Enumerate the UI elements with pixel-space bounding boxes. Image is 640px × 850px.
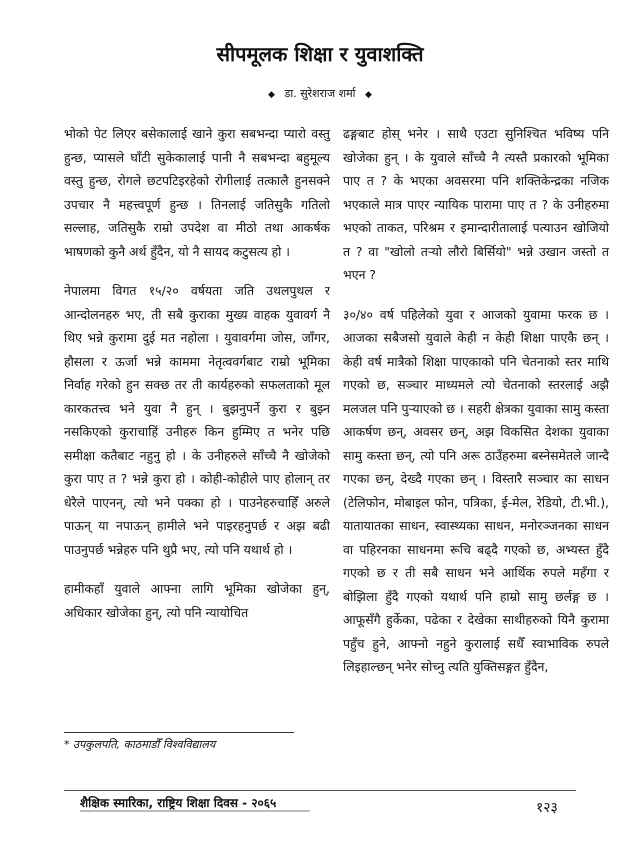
paragraph: ढङ्गबाट होस् भनेर । साथै एउटा सुनिश्चित भविष्य पनि खोजेका हुन् । के युवाले साँच्चै नै त्यस्तै प्रकारको भूमिका पाए त ? के भएका अवसरमा पनि शक्तिकेन्द्रका नजिक भएकाले मात्र पाएर न्यायिक पारामा पाए त ? के उनीहरुमा भएको ताकत, परिश्रम र इमान्दारीतालाई पत्याउन खोजियो त ? वा "खोलो तऱ्यो लौरो बिर्सियो" भन्ने उखान जस्तो त भएन ? <box>343 126 609 282</box>
diamond-left-icon: ◆ <box>268 90 275 100</box>
diamond-right-icon: ◆ <box>365 90 372 100</box>
paragraph: भोको पेट लिएर बसेकालाई खाने कुरा सबभन्दा प्यारो वस्तु हुन्छ, प्यासले घाँटी सुकेकालाई पानी नै सबभन्दा बहुमूल्य वस्तु हुन्छ, रोगले छटपटिइरहेको रोगीलाई तत्कालै हुनसक्ने उपचार नै महत्त्वपूर्ण हुन्छ । तिनलाई जतिसुकै गतिलो सल्लाह, जतिसुकै राम्रो उपदेश वा मीठो तथा आकर्षक भाषणको कुनै अर्थ हुँदैन, यो नै सायद कटुसत्य हो । <box>64 126 330 259</box>
author-line <box>0 86 640 101</box>
paragraph: ३०/४० वर्ष पहिलेको युवा र आजको युवामा फरक छ । आजका सबैजसो युवाले केही न केही शिक्षा पाएकै छन् । केही वर्ष मात्रैको शिक्षा पाएकाको पनि चेतनाको स्तर माथि गएको छ, सञ्चार माध्यमले त्यो चेतनाको स्तरलाई अझै मलजल पनि पुऱ्याएको छ । सहरी क्षेत्रका युवाका सामु कस्ता आकर्षण छन्, अवसर छन्, अझ विकसित देशका युवाका सामु कस्ता छन्, त्यो पनि अरू ठाउँहरुमा बस्नेसमेतले जान्दै गएका छन्, देख्दै गएका छन् । विस्तारै सञ्चार का साधन (टेलिफोन, मोबाइल फोन, पत्रिका, ई-मेल, रेडियो, टी.भी.), यातायातका साधन, स्वास्थ्यका साधन, मनोरञ्जनका साधन वा पहिरनका साधनमा रूचि बढ्दै गएको छ, अभ्यस्त हुँदै गएको छ र ती सबै साधन भने आर्थिक रुपले महँगा र बोझिला हुँदै गएको यथार्थ पनि हाम्रो सामु छर्लङ्ग छ । आफूसँगै हुर्केका, पढेका र देखेका साथीहरुको यिनै कुरामा पहुँच हुने, आफ्नो नहुने कुरालाई सधैँ स्वाभाविक रुपले लिइहाल्छन् भनेर सोच्नु त्यति युक्तिसङ्गत हुँदैन, <box>343 306 609 674</box>
journal-name: शैक्षिक स्मारिका, राष्ट्रिय शिक्षा दिवस - २०६५ <box>80 796 277 810</box>
journal-underline <box>80 810 310 812</box>
right-column <box>343 122 609 695</box>
footer-divider <box>64 790 576 791</box>
left-column <box>64 122 330 640</box>
paragraph: हामीकहाँ युवाले आफ्ना लागि भूमिका खोजेका हुन्, अधिकार खोजेका हुन्, त्यो पनि न्यायोचित <box>64 581 330 620</box>
footnote-divider <box>64 732 294 733</box>
author-name: डा. सुरेशराज शर्मा <box>284 87 356 100</box>
article-title: सीपमूलक शिक्षा र युवाशक्ति <box>216 42 424 66</box>
footnote: * उपकुलपति, काठमाडौँ विश्वविद्यालय <box>64 738 216 751</box>
paragraph: नेपालमा विगत १५/२० वर्षयता जति उथलपुथल र आन्दोलनहरु भए, ती सबै कुराका मुख्य वाहक युवावर्ग नै थिए भन्ने कुरामा दुई मत नहोला । युवावर्गमा जोस, जाँगर, हौसला र ऊर्जा भन्ने काममा नेतृत्ववर्गबाट राम्रो भूमिका निर्वाह गरेको हुन सक्छ तर ती कार्यहरुको सफलताको मूल कारकतत्त्व भने युवा नै हुन् । बुझनुपर्ने कुरा र बुझ्न नसकिएको कुराचाहिं उनीहरु किन हुम्मिए त भनेर पछि समीक्षा कतैबाट नहुनु हो । के उनीहरुले साँच्चै नै खोजेको कुरा पाए त ? भन्ने कुरा हो । कोही-कोहीले पाए होलान् तर धेरैले पाएनन्, त्यो भने पक्का हो । पाउनेहरुचाहिँ अरुले पाऊन् या नपाऊन् हामीले भने पाइरहनुपर्छ र अझ बढी पाउनुपर्छ भन्नेहरु पनि थुप्रै भए, त्यो पनि यथार्थ हो । <box>64 283 330 557</box>
page-number: १२३ <box>536 800 558 816</box>
